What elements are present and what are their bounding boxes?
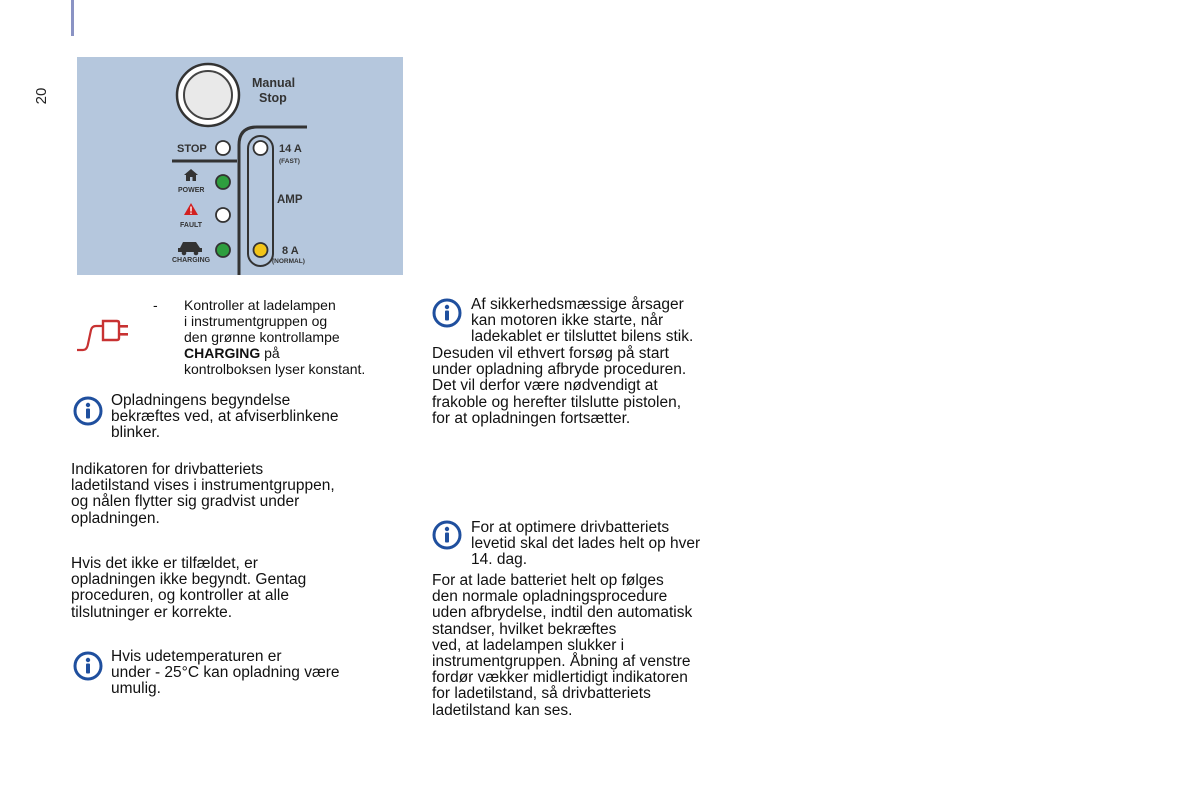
charging-label: CHARGING: [172, 257, 211, 264]
home-icon: [184, 169, 198, 181]
text-line: og nålen flytter sig gradvist under: [71, 493, 300, 511]
text-line: under - 25°C kan opladning være: [111, 664, 340, 682]
text-line: opladningen ikke begyndt. Gentag: [71, 571, 307, 589]
margin-rule: [71, 0, 74, 36]
info-note-safety: [471, 297, 771, 346]
stop-label: Stop: [259, 91, 287, 105]
bullet-dash: -: [153, 297, 158, 313]
paragraph-full-charge: [432, 573, 772, 719]
stop-led-label: STOP: [177, 143, 207, 155]
text-line: for ladetilstand, så drivbatteriets: [432, 685, 651, 703]
text-line: under opladning afbryde proceduren.: [432, 361, 687, 379]
text-line: ladekablet er tilsluttet bilens stik.: [471, 328, 694, 346]
text-line: instrumentgruppen. Åbning af venstre: [432, 653, 691, 671]
charging-plug-icon: [73, 318, 139, 354]
text-line: ladetilstand kan ses.: [432, 701, 573, 719]
text-line: frakoble og herefter tilslutte pistolen,: [432, 393, 681, 411]
text-line: den normale opladningsprocedure: [432, 588, 668, 606]
stop-led: [216, 141, 230, 155]
fast-amp-value: 14 A: [279, 143, 302, 155]
text-line: umulig.: [111, 680, 161, 698]
text-line: [184, 345, 414, 361]
text-line: opladningen.: [71, 509, 160, 527]
normal-amp-led: [254, 243, 268, 257]
text-line: bekræftes ved, at afviserblinkene: [111, 408, 339, 426]
text-line: for at opladningen fortsætter.: [432, 409, 631, 427]
info-icon: [432, 298, 462, 328]
charging-led: [216, 243, 230, 257]
car-icon: [178, 242, 202, 255]
text-line: kan motoren ikke starte, når: [471, 312, 664, 330]
normal-amp-value: 8 A: [282, 245, 299, 257]
text-line: Indikatoren for drivbatteriets: [71, 461, 264, 478]
text-line: i instrumentgruppen og: [184, 313, 328, 329]
text-line: den grønne kontrollampe: [184, 329, 340, 345]
text-line: kontrolboksen lyser konstant.: [184, 361, 366, 377]
paragraph-retry: [71, 556, 411, 621]
text-line: blinker.: [111, 424, 161, 442]
text-line: ved, at ladelampen slukker i: [432, 636, 625, 654]
info-icon: [432, 520, 462, 550]
fast-amp-label: (FAST): [279, 158, 300, 165]
text-fragment: på: [260, 345, 280, 361]
manual-stop-button: [177, 64, 239, 126]
info-note-temperature: [111, 649, 411, 698]
info-icon: [73, 651, 103, 681]
text-line: fordør vækker midlertidigt indikatoren: [432, 669, 688, 687]
fast-amp-led: [254, 141, 268, 155]
text-line: 14. dag.: [471, 551, 528, 569]
text-line: levetid skal det lades helt op hver: [471, 535, 701, 553]
text-line: Hvis det ikke er tilfældet, er: [71, 555, 258, 572]
text-line: For at lade batteriet helt op følges: [432, 572, 664, 589]
text-line: uden afbrydelse, indtil den automatisk: [432, 604, 693, 622]
text-line: Opladningens begyndelse: [111, 392, 291, 409]
text-line: standser, hvilket bekræftes: [432, 620, 617, 638]
bullet-instruction: [184, 297, 414, 377]
text-line: proceduren, og kontroller at alle: [71, 587, 289, 605]
text-line: Det vil derfor være nødvendigt at: [432, 377, 658, 395]
warning-triangle-icon: [184, 203, 198, 215]
normal-amp-label: (NORMAL): [272, 258, 305, 265]
fault-label: FAULT: [180, 222, 203, 229]
power-led: [216, 175, 230, 189]
charging-control-panel-illustration: [77, 57, 403, 275]
manual-label: Manual: [252, 76, 296, 90]
paragraph-indicator: [71, 462, 411, 527]
text-line: ladetilstand vises i instrumentgruppen,: [71, 477, 335, 495]
info-note-battery-life: [471, 520, 771, 569]
charging-bold-label: CHARGING: [184, 345, 261, 361]
amp-label: AMP: [277, 194, 303, 206]
fault-led: [216, 208, 230, 222]
info-note-safety-continued: [432, 346, 772, 427]
power-label: POWER: [178, 187, 205, 194]
info-note-charging-start: [111, 393, 411, 442]
text-line: Desuden vil ethvert forsøg på start: [432, 345, 669, 362]
control-panel-drawing: [77, 57, 403, 275]
text-line: tilslutninger er korrekte.: [71, 603, 233, 621]
text-line: Hvis udetemperaturen er: [111, 648, 282, 665]
text-line: For at optimere drivbatteriets: [471, 519, 670, 536]
text-line: Af sikkerhedsmæssige årsager: [471, 296, 684, 313]
page-number: 20: [33, 87, 50, 105]
text-line: Kontroller at ladelampen: [184, 297, 336, 313]
info-icon: [73, 396, 103, 426]
